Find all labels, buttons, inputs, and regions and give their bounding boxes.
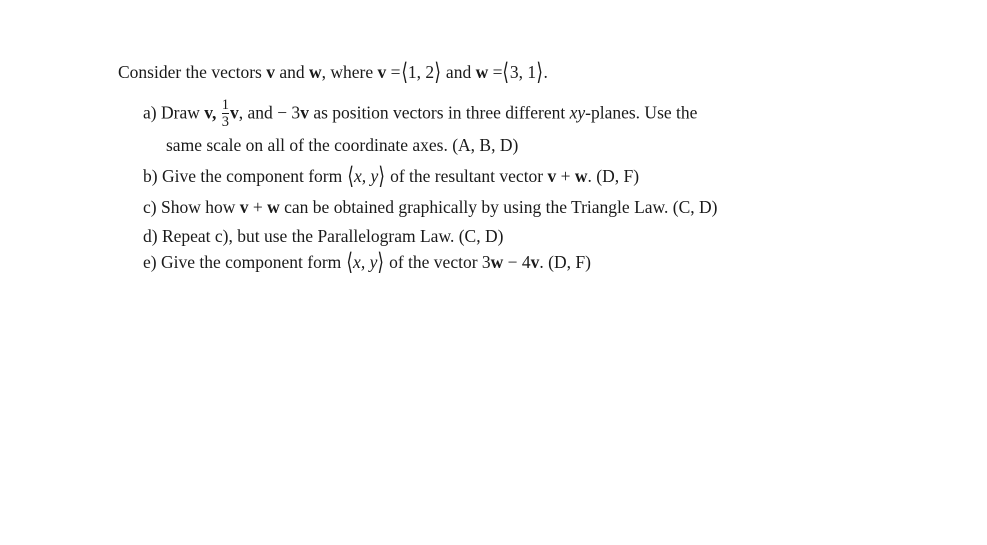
item-d-line [143,225,503,247]
right-angle-bracket: ⟩ [536,60,544,86]
left-angle-bracket: ⟨ [502,60,510,86]
intro-period: . [543,62,548,82]
item-e-three: 3 [481,252,491,272]
left-angle-bracket: ⟨ [346,250,353,276]
item-b-label: b) [143,166,158,186]
w-components: 3, 1 [509,62,537,82]
item-e-minus: − 4 [507,252,531,272]
item-d-label: d) [143,226,158,246]
item-b-v: v [547,166,557,186]
intro-text: Consider the vectors [118,62,262,82]
right-angle-bracket: ⟩ [434,60,442,86]
item-a-v: v, [204,102,217,123]
v-components: 1, 2 [407,62,435,82]
item-e-v: v [530,252,540,272]
item-a-neg3: − 3 [277,102,301,123]
item-c-text-2: can be obtained graphically by using the Triangle Law. (C, D) [284,197,718,217]
item-a-text-4: -planes. Use the [585,102,698,123]
item-a-line-2-text: same scale on all of the coordinate axes. (A, B, D) [166,135,519,155]
item-c-plus: + [252,197,263,217]
right-angle-bracket: ⟩ [377,250,385,276]
left-angle-bracket: ⟨ [400,60,408,86]
equals-sign: = [390,62,401,82]
where-text: , where [321,62,374,82]
item-c-v: v [239,197,249,217]
item-a-text-2: , and [238,102,273,123]
item-a-text-1: Draw [160,102,200,123]
item-b-text-2: of the resultant vector [390,166,544,186]
item-e-text-1: Give the component form [160,252,342,272]
item-e-components: x, y [353,252,378,272]
item-c-label: c) [143,197,157,217]
item-b-line [143,164,640,190]
equals-sign-2: = [492,62,503,82]
item-a-line-2 [166,134,518,156]
item-e-text-2: of the vector [389,252,478,272]
fraction-denominator: 3 [221,114,230,130]
item-d-text: Repeat c), but use the Parallelogram Law. (C, D) [161,226,504,246]
item-e-line [143,250,591,276]
and-text: and [279,62,305,82]
item-b-text-1: Give the component form [161,166,343,186]
item-b-text-3: . (D, F) [587,166,640,186]
item-e-w: w [490,252,504,272]
one-third-fraction [222,98,229,129]
v-def-name: v [377,62,387,82]
item-c-w: w [267,197,280,217]
w-def-name: w [475,62,489,82]
vector-v: v [266,62,275,82]
item-c-text-1: Show how [160,197,236,217]
item-c-line [143,196,718,218]
intro-line [118,60,548,86]
item-a-line-1 [143,99,697,130]
item-e-text-3: . (D, F) [539,252,591,272]
item-b-w: w [574,166,588,186]
item-a-v-2: v [230,102,239,123]
vector-w: w [309,62,322,82]
fraction-numerator: 1 [221,97,230,113]
and-text-2: and [445,62,472,82]
right-angle-bracket: ⟩ [378,164,386,190]
item-e-label: e) [143,252,157,272]
left-angle-bracket: ⟨ [347,164,354,190]
item-b-plus: + [560,166,571,186]
item-b-components: x, y [354,166,379,186]
item-a-label: a) [143,102,157,123]
item-a-xy: xy [569,102,586,123]
item-a-text-3: as position vectors in three different [313,102,566,123]
item-a-v-3: v [300,102,309,123]
